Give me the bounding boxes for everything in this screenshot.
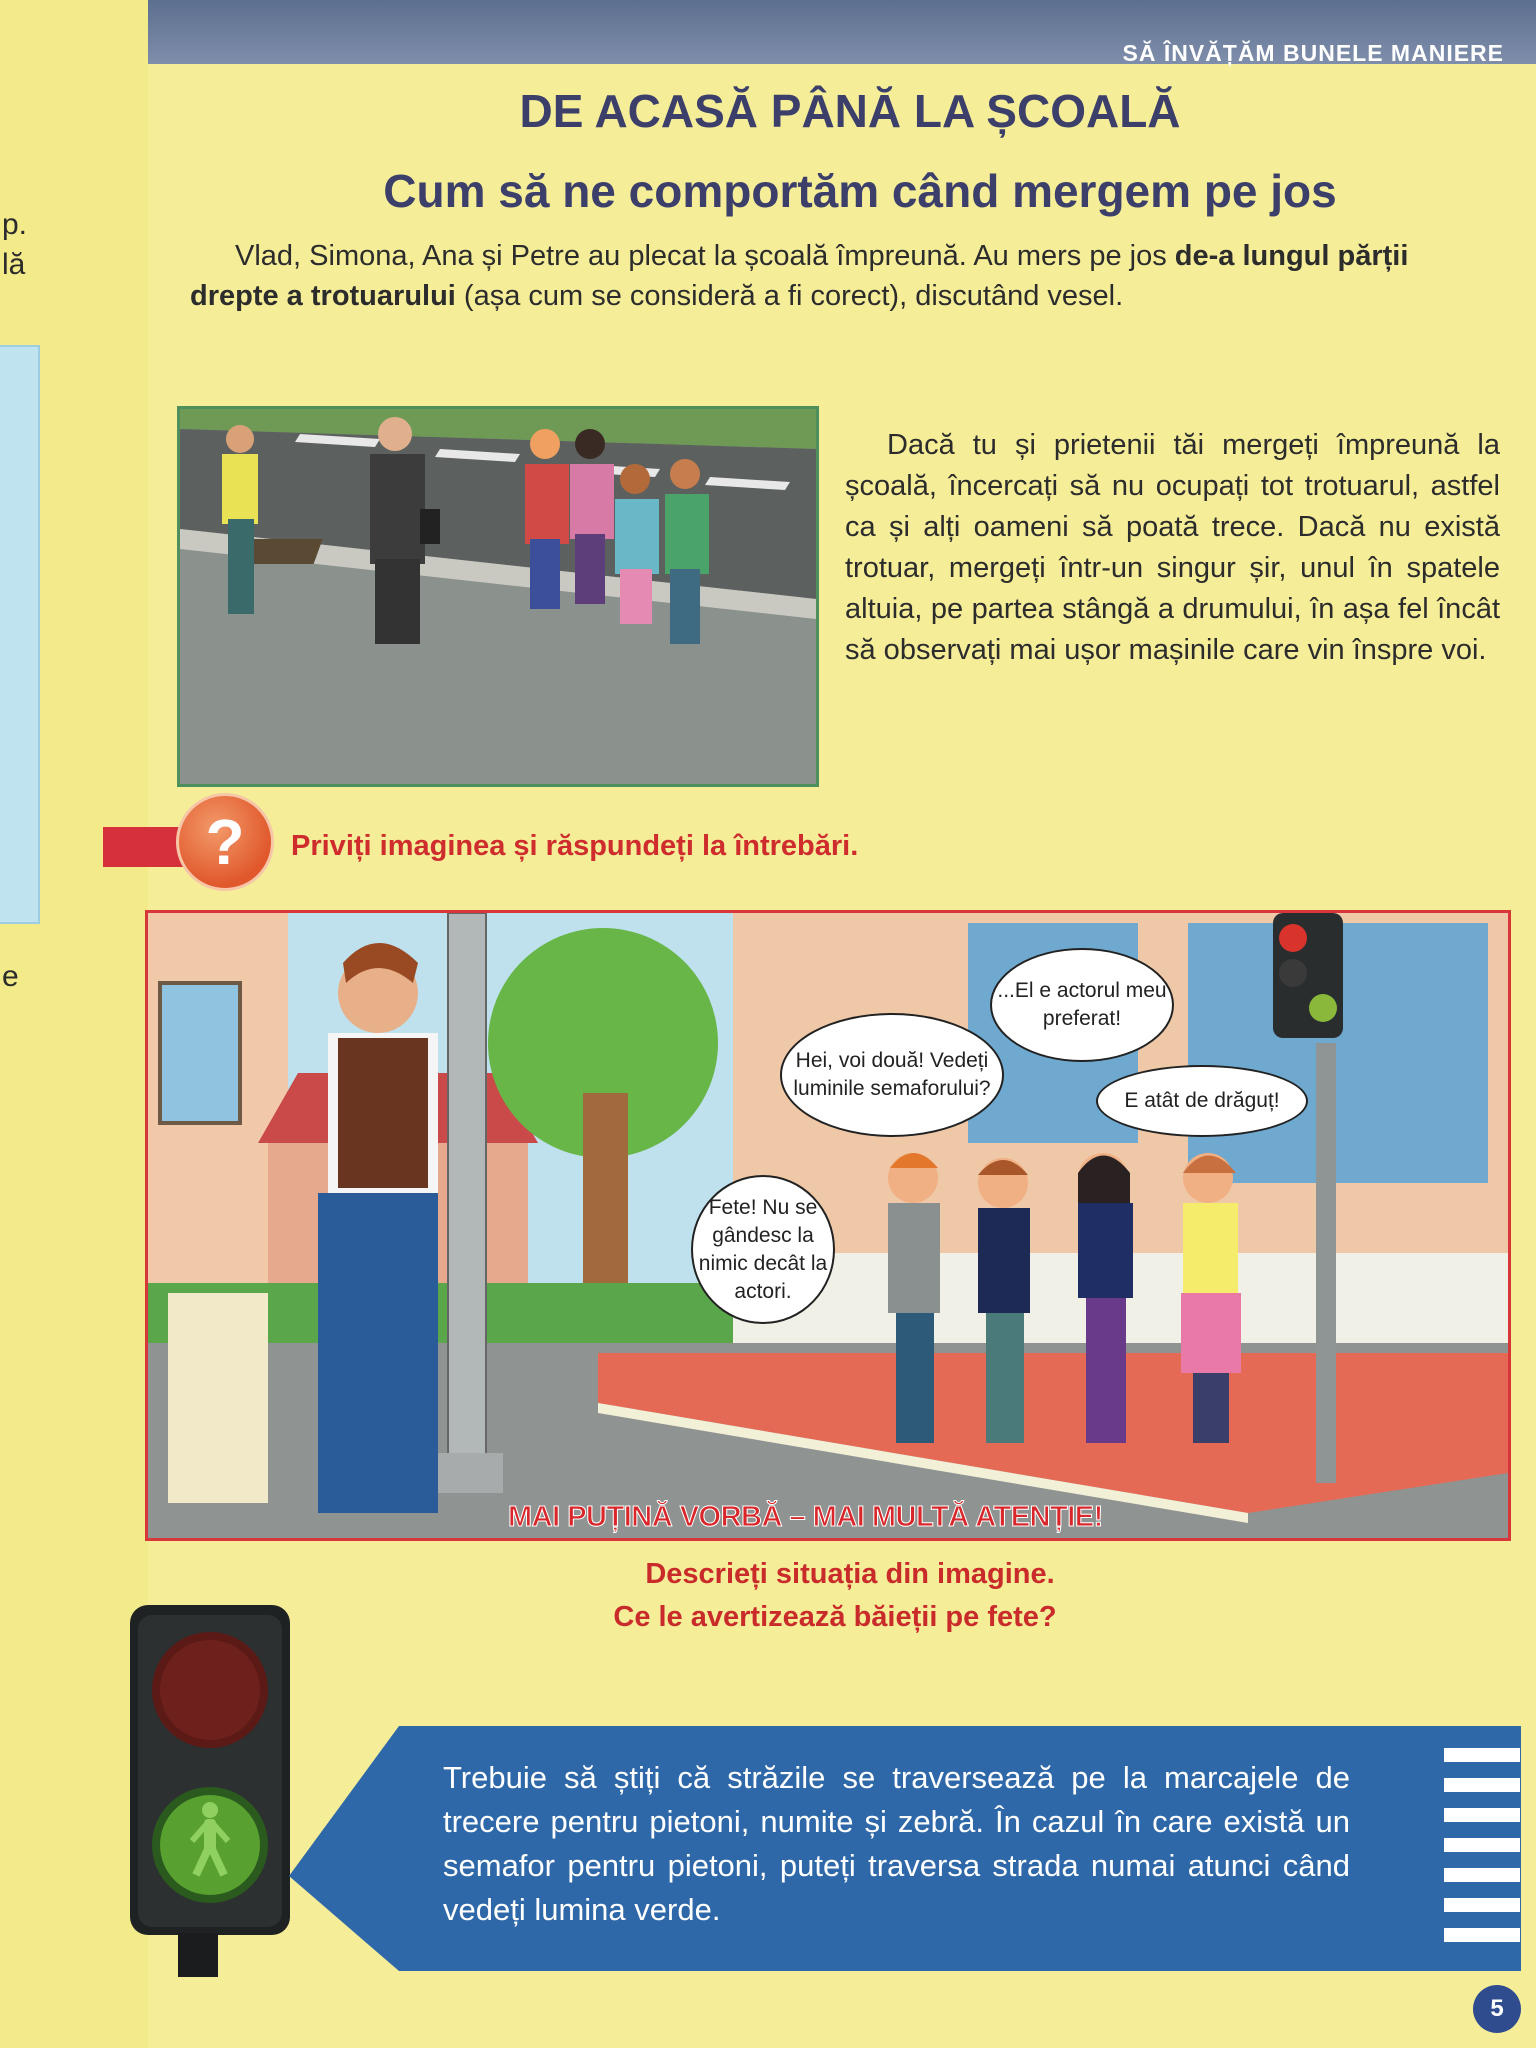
speech-bubble-girl-right: E atât de drăguț!	[1096, 1065, 1308, 1137]
advice-paragraph	[845, 425, 1500, 671]
intro-text-part2: (așa cum se consideră a fi corect), discutând vesel.	[455, 280, 1124, 312]
left-page-fragment: e	[2, 960, 19, 993]
page-number: 5	[1473, 1985, 1521, 2033]
speech-bubble-girl-left: ...El e actorul meu preferat!	[990, 948, 1174, 1062]
illustration-children-walking	[177, 406, 819, 787]
advice-text: Dacă tu și prietenii tăi mergeți împreună la școală, încercați să nu ocupați tot trotuarul, astfel ca și alți oameni să poată trece. Dacă nu există trotuar, mergeți într-un singur șir, unul în spatele altuia, pe partea stângă a drumului, în așa fel încât să observați mai ușor mașinile care vin înspre voi.	[845, 429, 1500, 666]
illustration-crosswalk-comic	[145, 910, 1511, 1541]
left-page-fragment: p.	[2, 208, 28, 241]
page-title: DE ACASĂ PÂNĂ LA ȘCOALĂ	[519, 85, 1181, 137]
street-scene-drawing	[180, 409, 816, 784]
intro-text-bold: de-a lungul părții drepte a trotuarului	[190, 240, 1409, 312]
left-page-blue-panel	[0, 345, 40, 924]
info-text: Trebuie să știți că străzile se traversează pe la marcajele de trecere pentru pietoni, numite și zebră. În cazul în care există un semafor pentru pietoni, puteți traversa strada numai atunci când vedeți lumina verde.	[443, 1760, 1350, 1927]
task-question-2: Ce le avertizează băieții pe fete?	[613, 1601, 1057, 1633]
left-page-fragment: lă	[2, 248, 26, 281]
comic-slogan: MAI PUȚINĂ VORBĂ – MAI MULTĂ ATENȚIE!	[508, 1501, 1103, 1533]
question-prompt: Priviți imaginea și răspundeți la întrebări.	[291, 830, 859, 862]
question-mark-icon: ?	[176, 793, 274, 891]
pedestrian-traffic-light-icon	[130, 1605, 296, 1977]
task-question-1: Descrieți situația din imagine.	[645, 1558, 1055, 1590]
page-subtitle: Cum să ne comportăm când mergem pe jos	[383, 165, 1337, 217]
speech-bubble-boy-right: Hei, voi două! Vedeți luminile semaforului?	[780, 1013, 1004, 1137]
intro-paragraph	[190, 236, 1500, 316]
intro-text-part1: Vlad, Simona, Ana și Petre au plecat la școală împreună. Au mers pe jos	[235, 240, 1175, 272]
series-title: SĂ ÎNVĂȚĂM BUNELE MANIERE	[1122, 40, 1504, 66]
zebra-crossing-icon	[1444, 1740, 1520, 1955]
speech-bubble-boy-left: Fete! Nu se gândesc la nimic decât la actori.	[691, 1175, 835, 1324]
